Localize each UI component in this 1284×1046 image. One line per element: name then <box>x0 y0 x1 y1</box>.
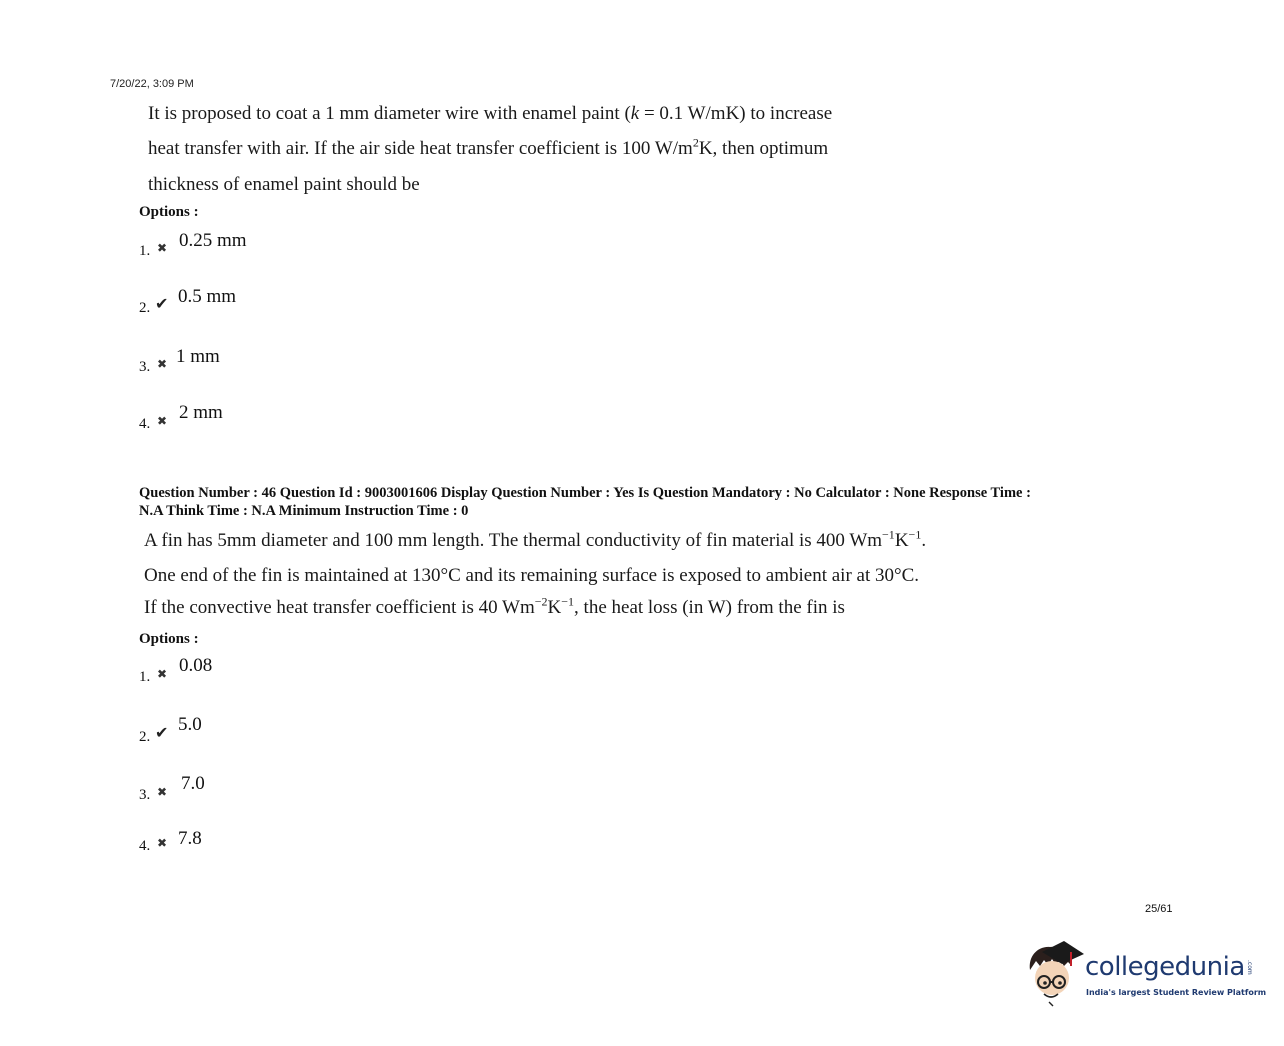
mascot-icon <box>1024 938 1086 1008</box>
option-number: 1. <box>139 669 151 685</box>
cross-icon: ✖ <box>157 414 168 428</box>
collegedunia-logo <box>1024 938 1267 1008</box>
logo-tagline: India's largest Student Review Platform <box>1086 988 1267 997</box>
option-text: 1 mm <box>176 346 220 367</box>
option-text: 0.08 <box>179 655 213 676</box>
cross-icon: ✖ <box>157 241 168 255</box>
question-46-line-2: One end of the fin is maintained at 130°C and its remaining surface is exposed to ambient air at 30°C. <box>144 565 920 586</box>
option-text: 7.8 <box>178 828 202 849</box>
check-icon: ✔ <box>155 723 169 742</box>
option-number: 2. <box>139 729 151 745</box>
logo-dot-com: .com <box>1246 960 1253 975</box>
option-text: 7.0 <box>181 773 205 794</box>
question-45-line-3: thickness of enamel paint should be <box>148 174 420 195</box>
options-label: Options : <box>139 204 199 220</box>
option-number: 3. <box>139 359 151 375</box>
cross-icon: ✖ <box>157 785 168 799</box>
logo-wordmark: collegedunia <box>1085 952 1245 982</box>
option-number: 1. <box>139 243 151 259</box>
question-45-line-2: heat transfer with air. If the air side heat transfer coefficient is 100 $W/m^2K$, then optimum <box>148 135 829 159</box>
question-46-line-3: If the convective heat transfer coefficient is 40 $Wm^{-2}K^{-1}$, the heat loss (in W) from the fin is <box>144 594 845 618</box>
option-number: 4. <box>139 838 151 854</box>
question-46-meta-line-1: Question Number : 46 Question Id : 9003001606 Display Question Number : Yes Is Question Mandatory : No Calculator : None Response Time : <box>139 485 1031 501</box>
option-text: 5.0 <box>178 714 202 735</box>
question-46-meta-line-2: N.A Think Time : N.A Minimum Instruction Time : 0 <box>139 503 469 519</box>
cross-icon: ✖ <box>157 836 168 850</box>
question-46-line-1: A fin has 5mm diameter and 100 mm length. The thermal conductivity of fin material is 400 $Wm^{-1}K^{-1}$. <box>144 527 927 551</box>
options-label: Options : <box>139 631 199 647</box>
option-number: 4. <box>139 416 151 432</box>
option-text: 0.5 mm <box>178 286 237 307</box>
cross-icon: ✖ <box>157 667 168 681</box>
cross-icon: ✖ <box>157 357 168 371</box>
option-text: 0.25 mm <box>179 230 247 251</box>
timestamp: 7/20/22, 3:09 PM <box>110 78 194 90</box>
option-text: 2 mm <box>179 402 223 423</box>
check-icon: ✔ <box>155 294 169 313</box>
option-number: 2. <box>139 300 151 316</box>
question-45-line-1: It is proposed to coat a 1 mm diameter wire with enamel paint (k = 0.1 W/mK) to increase <box>148 103 833 124</box>
option-number: 3. <box>139 787 151 803</box>
page-number: 25/61 <box>1145 903 1173 915</box>
